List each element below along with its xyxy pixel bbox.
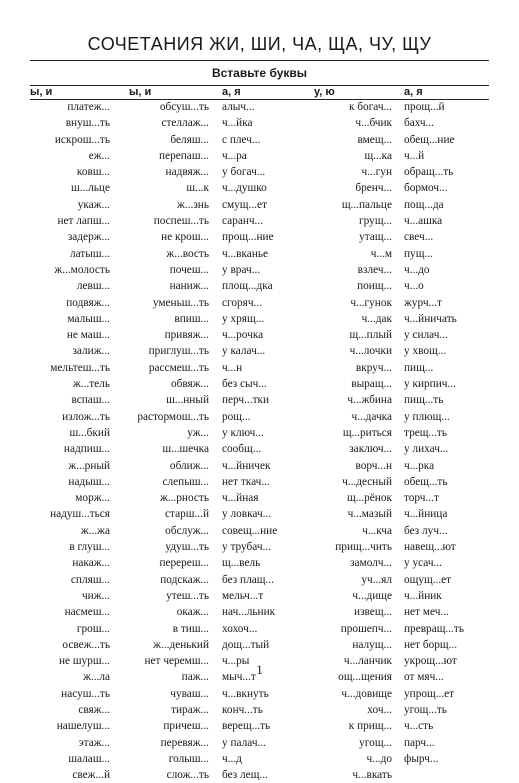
word-item: надвяж... (165, 166, 209, 179)
word-item: ж...рный (68, 459, 110, 472)
word-item: не маш... (66, 329, 110, 342)
exercise-instruction: Вставьте буквы (211, 66, 308, 80)
word-item: левш... (76, 280, 110, 293)
word-item: смущ...ет (222, 198, 267, 211)
word-item: пищ... (404, 361, 434, 374)
word-item: этаж... (78, 736, 110, 749)
word-item: ч...йная (222, 492, 259, 505)
word-item: наниж... (169, 280, 209, 293)
word-item: внуш...ть (65, 117, 110, 130)
word-item: слепыш... (162, 475, 209, 488)
word-item: рощ... (222, 410, 251, 423)
word-item: уж... (187, 426, 209, 439)
word-item: прошепч... (340, 622, 392, 635)
word-item: почеш... (169, 263, 209, 276)
word-item: ж...молость (54, 263, 110, 276)
word-item: излож...ть (62, 410, 110, 423)
word-item: залиж... (72, 345, 110, 358)
word-item: ч...йничек (222, 459, 271, 472)
word-item: ч...ланчик (343, 655, 392, 668)
word-item: угощ... (359, 736, 392, 749)
word-item: нач...льник (222, 606, 276, 619)
word-item: замолч... (350, 557, 392, 570)
word-item: с плеч... (222, 133, 261, 146)
word-item: уч...ял (361, 573, 392, 586)
word-item: вкруч... (355, 361, 392, 374)
word-item: прощ...ние (222, 231, 274, 244)
word-item: ч...йник (404, 589, 442, 602)
word-item: ж...денький (153, 638, 209, 651)
word-item: ч...сть (404, 720, 434, 733)
word-item: утеш...ть (166, 589, 209, 602)
word-item: у ключ... (222, 426, 264, 439)
word-item: насмеш... (64, 606, 110, 619)
column-header: у, ю (314, 86, 335, 98)
word-item: нет борщ... (404, 638, 458, 651)
word-item: взлеч... (357, 263, 392, 276)
word-item: ч...йничать (404, 312, 457, 325)
word-item: щ...вель (222, 557, 261, 570)
word-item: ч...д (222, 752, 242, 765)
word-item: в глуш... (69, 541, 110, 554)
word-item: ж...вость (166, 247, 209, 260)
word-item: у ловкач... (222, 508, 272, 521)
word-item: бахч... (404, 117, 435, 130)
word-item: саранч... (222, 215, 264, 228)
word-item: слож...ть (166, 769, 209, 782)
column-3 (222, 85, 310, 783)
word-item: удуш...ть (165, 541, 209, 554)
word-item: без плащ... (222, 573, 274, 586)
word-item: парч... (404, 736, 435, 749)
word-item: ч...душко (222, 182, 267, 195)
word-item: чуваш... (170, 687, 209, 700)
word-item: ш...бкий (69, 426, 110, 439)
word-item: укрощ...ют (404, 655, 457, 668)
word-item: у хвощ... (404, 345, 447, 358)
word-item: нет черемш... (144, 655, 209, 668)
word-item: оближ... (169, 459, 209, 472)
word-item: налущ... (352, 638, 392, 651)
word-item: ч...мазый (347, 508, 392, 521)
word-item: рассмеш...ть (148, 361, 209, 374)
word-item: у трубач... (222, 541, 272, 554)
word-item: обслуж... (165, 524, 209, 537)
column-2 (129, 85, 209, 783)
word-item: выращ... (351, 378, 392, 391)
word-item: без луч... (404, 524, 448, 537)
word-item: ч...дачка (351, 410, 392, 423)
column-header: а, я (404, 86, 423, 98)
word-item: ч...дак (361, 312, 392, 325)
word-item: торч...т (404, 492, 439, 505)
word-item: грущ... (359, 215, 392, 228)
word-item: ж...тель (72, 378, 110, 391)
word-item: насуш...ть (61, 687, 110, 700)
word-item: грош... (76, 622, 110, 635)
word-item: ч...рочка (222, 329, 264, 342)
word-item: латыш... (69, 247, 110, 260)
word-item: щ...плый (349, 329, 392, 342)
word-item: извещ... (354, 606, 392, 619)
word-item: ш...льце (70, 182, 110, 195)
word-item: поспеш...ть (153, 215, 209, 228)
word-list (314, 99, 392, 783)
column-header: а, я (222, 86, 241, 98)
word-item: прищ...чить (335, 541, 392, 554)
word-item: превращ...ть (404, 622, 464, 635)
word-list (129, 99, 209, 783)
word-item: искрош...ть (54, 133, 110, 146)
word-item: мыч...т (222, 671, 256, 684)
word-item: ковш... (76, 166, 110, 179)
word-item: заключ... (349, 443, 392, 456)
word-item: нет меч... (404, 606, 449, 619)
word-item: площ...дка (222, 280, 273, 293)
word-item: ч...ра (222, 149, 247, 162)
word-item: ж...рность (159, 492, 209, 505)
word-item: ч...жбина (347, 394, 392, 407)
word-item: ч...десный (342, 475, 392, 488)
word-item: ч...м (370, 247, 392, 260)
word-item: спляш... (70, 573, 110, 586)
word-item: щ...рёнок (346, 492, 392, 505)
word-item: ворч...н (355, 459, 392, 472)
word-item: фырч... (404, 752, 439, 765)
word-item: бормоч... (404, 182, 448, 195)
word-item: дощ...тый (222, 638, 270, 651)
word-item: ж...ла (83, 671, 110, 684)
word-item: ч...гун (361, 166, 392, 179)
word-item: освеж...ть (62, 638, 110, 651)
word-item: нашелуш... (56, 720, 110, 733)
word-item: надуш...ться (50, 508, 110, 521)
word-item: ч...вкнуть (222, 687, 269, 700)
word-item: старш...й (165, 508, 209, 521)
word-item: ж...жа (80, 524, 110, 537)
word-item: ч...довище (341, 687, 392, 700)
word-item: нет лапш... (57, 215, 110, 228)
word-item: утащ... (359, 231, 392, 244)
word-item: вспаш... (71, 394, 110, 407)
word-item: у силач... (404, 329, 448, 342)
column-header: ы, и (30, 86, 53, 98)
word-item: перевяж... (160, 736, 209, 749)
word-item: прощ...й (404, 101, 445, 113)
word-item: у хрящ... (222, 312, 265, 325)
word-item: задерж... (67, 231, 110, 244)
word-item: не шурш... (58, 655, 110, 668)
word-item: укаж... (77, 198, 110, 211)
word-item: стеллаж... (161, 117, 209, 130)
word-item: привяж... (164, 329, 209, 342)
word-item: ж...знь (177, 198, 209, 211)
word-item: окаж... (176, 606, 209, 619)
word-item: у лихач... (404, 443, 449, 456)
word-item: мельч...т (222, 589, 264, 602)
word-item: щ...пальце (341, 198, 392, 211)
word-item: ч...бчик (355, 117, 392, 130)
word-item: в тиш... (172, 622, 209, 635)
word-item: перч...тки (222, 394, 270, 407)
word-item: щ...ка (364, 149, 392, 162)
word-item: свеж...й (72, 769, 110, 782)
word-item: свяж... (78, 703, 110, 716)
word-item: ощущ...ет (404, 573, 452, 586)
word-item: поищ... (357, 280, 392, 293)
word-item: свеч... (404, 231, 434, 244)
word-item: пищ...ть (404, 394, 444, 407)
page-number: 1 (256, 662, 263, 677)
word-item: ч...вканье (222, 247, 269, 260)
word-item: без лещ... (222, 769, 268, 782)
column-1 (30, 85, 110, 783)
word-list (30, 99, 110, 783)
word-item: от мяч... (404, 671, 444, 684)
word-item: трещ...ть (404, 426, 447, 439)
word-item: алыч... (222, 101, 255, 113)
word-item: приглуш...ть (148, 345, 209, 358)
word-item: у врач... (222, 263, 261, 276)
word-item: обращ...ть (404, 166, 454, 179)
word-item: ч...ры (222, 655, 250, 668)
word-item: накаж... (72, 557, 110, 570)
word-item: верещ...ть (222, 720, 271, 733)
word-item: пущ... (404, 247, 433, 260)
page-title: СОЧЕТАНИЯ ЖИ, ШИ, ЧА, ЩА, ЧУ, ЩУ (87, 34, 432, 54)
word-item: причеш... (163, 720, 209, 733)
word-item: ч...гунок (350, 296, 392, 309)
word-item: надыш... (68, 475, 110, 488)
word-item: еж... (88, 149, 110, 162)
word-item: ч...н (222, 361, 243, 374)
word-item: ч...лочки (349, 345, 392, 358)
word-item: хоч... (367, 703, 392, 716)
word-item: сообщ... (222, 443, 262, 456)
word-item: хохоч... (222, 622, 258, 635)
word-item: ч...о (404, 280, 424, 293)
word-item: беляш... (170, 133, 209, 146)
word-item: конч...ть (222, 703, 263, 716)
word-item: ч...дище (352, 589, 392, 602)
word-item: у усач... (404, 557, 442, 570)
word-item: ш...к (186, 182, 209, 195)
word-item: перереш... (159, 557, 209, 570)
word-item: ш...шечка (162, 443, 209, 456)
word-item: растормош...ть (137, 410, 209, 423)
word-item: без сыч... (222, 378, 267, 391)
word-item: у плющ... (404, 410, 450, 423)
word-item: паж... (181, 671, 209, 684)
word-item: вмещ... (357, 133, 392, 146)
word-item: подвяж... (66, 296, 110, 309)
word-item: упрощ...ет (404, 687, 455, 700)
word-item: ч...рка (404, 459, 435, 472)
word-item: платеж... (67, 101, 110, 113)
word-item: у кирпич... (404, 378, 456, 391)
word-item: не крош... (161, 231, 209, 244)
column-header: ы, и (129, 86, 152, 98)
word-item: чиж... (81, 589, 110, 602)
word-list (222, 99, 310, 783)
word-item: ч...до (404, 263, 430, 276)
word-item: журч...т (404, 296, 442, 309)
word-item: перепаш... (159, 149, 209, 162)
word-item: навещ...ют (404, 541, 456, 554)
word-item: пощ...да (404, 198, 444, 211)
word-item: обсуш...ть (159, 101, 209, 113)
word-item: сгоряч... (222, 296, 263, 309)
word-item: уменьш...ть (152, 296, 209, 309)
word-item: у богач... (222, 166, 266, 179)
word-item: щ...риться (342, 426, 392, 439)
word-item: нет ткач... (222, 475, 270, 488)
word-item: ш...нный (166, 394, 209, 407)
word-item: впиш... (174, 312, 209, 325)
word-item: ч...до (366, 752, 392, 765)
word-item: ч...йка (222, 117, 253, 130)
word-item: к богач... (348, 101, 392, 113)
word-item: шалаш... (68, 752, 110, 765)
word-item: ч...йница (404, 508, 448, 521)
word-item: тираж... (171, 703, 209, 716)
word-item: малыш... (67, 312, 110, 325)
word-item: ч...вкать (352, 769, 392, 782)
word-item: ч...кча (362, 524, 392, 537)
word-item: ч...й (404, 149, 425, 162)
word-item: обещ...ние (404, 133, 455, 146)
word-item: у палач... (222, 736, 266, 749)
word-item: у калач... (222, 345, 266, 358)
word-item: бренч... (355, 182, 392, 195)
word-item: обещ...ть (404, 475, 448, 488)
word-item: голыш... (168, 752, 209, 765)
word-item: совещ...ние (222, 524, 278, 537)
word-item: надпиш... (63, 443, 110, 456)
word-item: обвяж... (170, 378, 209, 391)
title-underline (30, 60, 489, 61)
word-item: мельтеш...ть (50, 361, 110, 374)
word-item: морж... (75, 492, 110, 505)
column-4 (314, 85, 392, 783)
word-item: подскаж... (160, 573, 209, 586)
word-item: ч...ашка (404, 215, 443, 228)
word-item: к прищ... (348, 720, 392, 733)
word-item: угощ...ть (404, 703, 447, 716)
word-item: ощ...щения (338, 671, 392, 684)
